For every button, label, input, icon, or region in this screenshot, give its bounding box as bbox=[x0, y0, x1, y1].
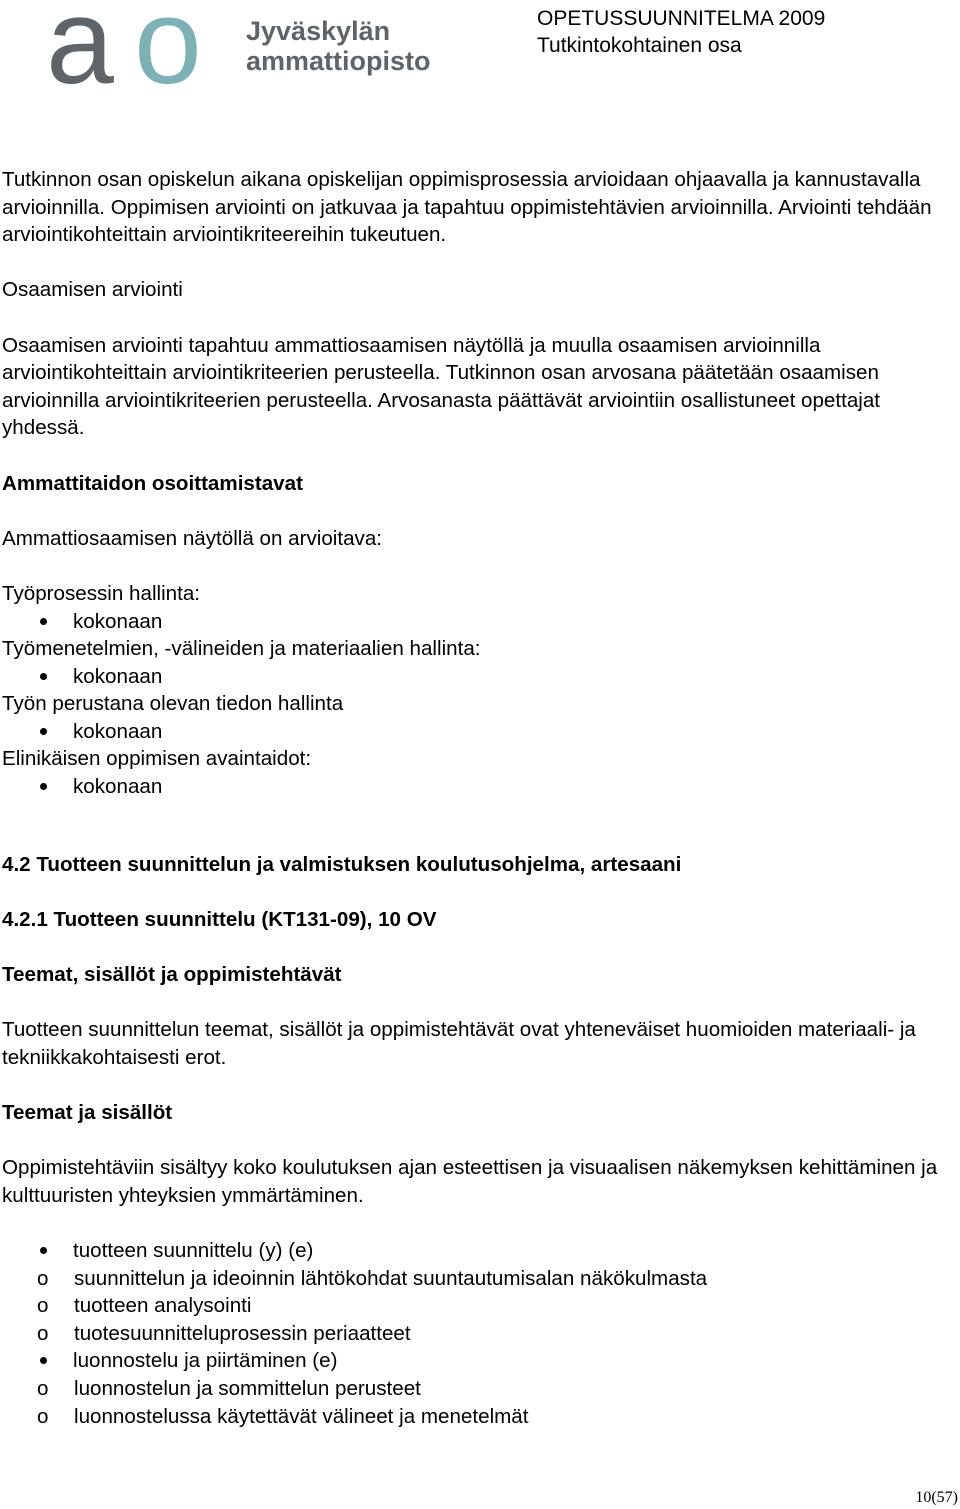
topic-item bbox=[2, 1237, 952, 1265]
page-content bbox=[2, 166, 952, 1430]
subsection-heading: 4.2.1 Tuotteen suunnittelu (KT131-09), 10 OV bbox=[2, 907, 437, 931]
subtopic-label: luonnostelun ja sommittelun perusteet bbox=[74, 1376, 421, 1400]
logo-name-line2: ammattiopisto bbox=[246, 46, 431, 76]
page-number: 10(57) bbox=[915, 1489, 958, 1506]
criteria-label: Elinikäisen oppimisen avaintaidot: bbox=[2, 747, 312, 771]
document-subtitle: Tutkintokohtainen osa bbox=[537, 34, 742, 57]
themes-contents-heading: Teemat ja sisällöt bbox=[2, 1101, 173, 1124]
logo-wordmark bbox=[246, 16, 431, 76]
assessment-paragraph: Osaamisen arviointi tapahtuu ammattiosaamisen näytöllä ja muulla osaamisen arvioinnilla arviointikohteittain arviointikriteerien perusteella. Tutkinnon osan arvosana päätetään osaamisen arvioinnilla arviointikriteerien perusteella. Arvosanasta päättävät arviointiin osallistuneet opettajat yhdessä. bbox=[2, 333, 881, 440]
subtopic-item bbox=[2, 1292, 952, 1320]
criteria-bullet-list bbox=[2, 773, 952, 801]
subtopic-marker: o bbox=[37, 1266, 49, 1290]
criteria-bullet: kokonaan bbox=[2, 663, 952, 691]
subtopic-label: tuotteen analysointi bbox=[74, 1294, 252, 1318]
subtopic-marker: o bbox=[37, 1404, 49, 1428]
subtopic-label: tuotesuunnitteluprosessin periaatteet bbox=[74, 1321, 411, 1345]
themes-paragraph: Tuotteen suunnittelun teemat, sisällöt ja oppimistehtävät ovat yhteneväiset huomioiden materiaali- ja tekniikkakohtaisesti erot. bbox=[2, 1018, 916, 1069]
topic-label: tuotteen suunnittelu (y) (e) bbox=[73, 1238, 314, 1262]
topic-item bbox=[2, 1347, 952, 1375]
subtopic-list bbox=[2, 1265, 952, 1348]
topic-list bbox=[2, 1347, 952, 1375]
subtopic-label: luonnostelussa käytettävät välineet ja menetelmät bbox=[74, 1404, 529, 1428]
subtopic-item bbox=[2, 1320, 952, 1348]
subtopic-list bbox=[2, 1375, 952, 1430]
section-heading: 4.2 Tuotteen suunnittelun ja valmistuksen koulutusohjelma, artesaani bbox=[2, 852, 682, 876]
subtopic-marker: o bbox=[37, 1376, 49, 1400]
logo-letter-o: o bbox=[134, 0, 198, 109]
criteria-bullet-list bbox=[2, 608, 952, 636]
criteria-bullet-list bbox=[2, 718, 952, 746]
intro-paragraph: Tutkinnon osan opiskelun aikana opiskelijan oppimisprosessia arvioidaan ohjaavalla ja kannustavalla arvioinnilla. Oppimisen arviointi on jatkuvaa ja tapahtuu oppimistehtävien arvioinnilla. Arviointi tehdään arviointikohteittain arviointikriteereihin tukeutuen. bbox=[2, 168, 932, 247]
assessment-heading: Osaamisen arviointi bbox=[2, 278, 183, 302]
logo-name-line1: Jyväskylän bbox=[246, 16, 391, 46]
subtopic-label: suunnittelun ja ideoinnin lähtökohdat suuntautumisalan näkökulmasta bbox=[74, 1266, 708, 1290]
topic-list bbox=[2, 1237, 952, 1265]
document-header bbox=[537, 5, 825, 59]
themes-heading: Teemat, sisällöt ja oppimistehtävät bbox=[2, 963, 342, 987]
topic-label: luonnostelu ja piirtäminen (e) bbox=[73, 1349, 338, 1373]
subtopic-marker: o bbox=[37, 1321, 49, 1345]
document-title: OPETUSSUUNNITELMA 2009 bbox=[537, 7, 826, 30]
subtopic-item bbox=[2, 1265, 952, 1293]
criteria-label: Työprosessin hallinta: bbox=[2, 581, 201, 605]
criteria-bullet-list bbox=[2, 663, 952, 691]
criteria-bullet: kokonaan bbox=[2, 773, 952, 801]
subtopic-marker: o bbox=[37, 1294, 49, 1318]
subtopic-item bbox=[2, 1375, 952, 1403]
demonstration-criteria bbox=[2, 580, 952, 801]
themes-contents-paragraph: Oppimistehtäviin sisältyy koko koulutuksen ajan esteettisen ja visuaalisen näkemyksen kehittäminen ja kulttuuristen yhteyksien ymmärtäminen. bbox=[2, 1156, 938, 1207]
subtopic-item bbox=[2, 1403, 952, 1431]
criteria-bullet: kokonaan bbox=[2, 608, 952, 636]
demonstration-heading: Ammattitaidon osoittamistavat bbox=[2, 471, 303, 495]
logo-letter-a: a bbox=[46, 0, 110, 109]
demonstration-intro: Ammattiosaamisen näytöllä on arvioitava: bbox=[2, 526, 383, 550]
criteria-label: Työn perustana olevan tiedon hallinta bbox=[2, 692, 344, 716]
criteria-bullet: kokonaan bbox=[2, 718, 952, 746]
institution-logo bbox=[46, 0, 456, 109]
criteria-label: Työmenetelmien, -välineiden ja materiaalien hallinta: bbox=[2, 637, 481, 661]
